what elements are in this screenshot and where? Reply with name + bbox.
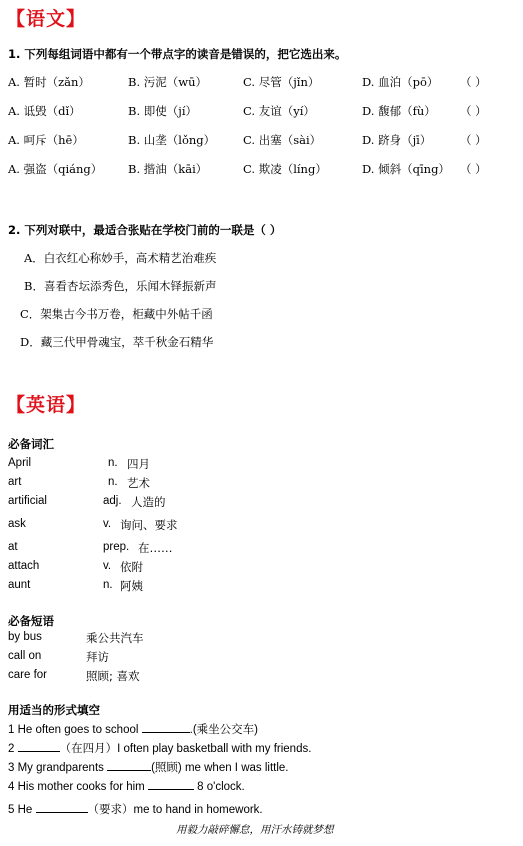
vocab-word: ask — [8, 518, 26, 530]
vocab-pos: v. — [103, 560, 112, 572]
chinese-section-title: 【语文】 — [6, 8, 87, 30]
vocab-pos: v. — [103, 518, 112, 530]
phrase: call on — [8, 650, 42, 662]
fill-item — [8, 777, 245, 793]
q1-option-b: B. 污泥（wū） — [128, 75, 208, 89]
fill-item-text: （在四月）I often play basketball with my friends. — [59, 743, 312, 755]
q2-option-d: D．藏三代甲骨魂宝，萃千秋金石精华 — [20, 335, 214, 349]
q1-option-d: D. 跻身（jī） — [362, 133, 432, 147]
q1-option-d: D. 倾斜（qīng） — [362, 162, 450, 176]
fill-blank[interactable] — [148, 777, 194, 790]
vocab-pos: adj. — [103, 495, 122, 507]
q1-option-b: B. 揩油（kāi） — [128, 162, 208, 176]
q1-option-d: D. 馥郁（fù） — [362, 104, 436, 118]
q1-option-a: A. 暂时（zǎn） — [8, 75, 90, 89]
fill-blank[interactable] — [107, 758, 151, 771]
fill-item — [8, 720, 258, 737]
q1-option-a: A. 呵斥（hē） — [8, 133, 84, 147]
vocab-word: attach — [8, 560, 40, 572]
fill-item-text: 1 He often goes to school — [8, 724, 142, 736]
vocab-word: artificial — [8, 495, 47, 507]
vocab-word: aunt — [8, 579, 31, 591]
phrase-meaning: 乘公共汽车 — [86, 631, 144, 645]
english-section-title: 【英语】 — [6, 394, 87, 416]
vocab-pos: prep. — [103, 541, 130, 553]
fill-blank[interactable] — [36, 800, 88, 813]
q2-option-b: B．喜看杏坛添秀色，乐闻木铎振新声 — [24, 279, 217, 293]
vocab-meaning: 阿姨 — [120, 579, 143, 593]
fill-item-text: 4 His mother cooks for him — [8, 781, 148, 793]
answer-paren: （ ） — [460, 104, 487, 118]
fill-item — [8, 739, 311, 756]
answer-paren: （ ） — [460, 162, 487, 176]
fill-item-text: 3 My grandparents — [8, 762, 108, 774]
vocab-meaning: 询问、要求 — [120, 518, 178, 532]
vocab-heading: 必备词汇 — [8, 437, 54, 451]
answer-paren: （ ） — [460, 133, 487, 147]
fill-item — [8, 758, 289, 775]
q1-option-d: D. 血泊（pō） — [362, 75, 439, 89]
q1-option-a: A. 诋毁（dǐ） — [8, 104, 81, 118]
phrase-meaning: 拜访 — [86, 650, 109, 664]
vocab-word: art — [8, 476, 22, 488]
vocab-meaning: 人造的 — [131, 495, 166, 509]
vocab-meaning: 在…… — [138, 541, 173, 555]
vocab-pos: n. — [103, 579, 113, 591]
fill-item-text: （要求）me to hand in homework. — [87, 804, 263, 816]
q1-prompt: 1. 下列每组词语中都有一个带点字的读音是错误的，把它选出来。 — [8, 47, 347, 61]
vocab-word: April — [8, 457, 32, 469]
fill-item — [8, 800, 263, 817]
phrase: care for — [8, 669, 47, 681]
answer-paren: （ ） — [460, 75, 487, 89]
fill-blank[interactable] — [18, 739, 60, 752]
q1-option-a: A. 强盗（qiáng） — [8, 162, 103, 176]
q1-option-c: C. 友谊（yí） — [243, 104, 315, 118]
fill-item-text: 8 o'clock. — [193, 781, 245, 793]
vocab-pos: n. — [108, 457, 118, 469]
vocab-meaning: 四月 — [127, 457, 150, 471]
phrase: by bus — [8, 631, 42, 643]
q1-option-c: C. 欺凌（líng） — [243, 162, 327, 176]
fill-blank[interactable] — [142, 720, 190, 733]
q1-option-c: C. 尽管（jǐn） — [243, 75, 320, 89]
q2-option-a: A．白衣红心称妙手，高术精艺治难疾 — [24, 251, 217, 265]
phrases-heading: 必备短语 — [8, 614, 54, 628]
vocab-meaning: 艺术 — [127, 476, 150, 490]
q2-prompt: 2. 下列对联中，最适合张贴在学校门前的一联是（ ） — [8, 223, 282, 237]
phrase-meaning: 照顾; 喜欢 — [86, 669, 140, 683]
vocab-word: at — [8, 541, 18, 553]
q2-option-c: C．架集古今书万卷，柜藏中外帖千函 — [20, 307, 213, 321]
fill-item-text: (照顾) me when I was little. — [151, 762, 289, 774]
q1-option-b: B. 山垄（lǒng） — [128, 133, 216, 147]
fill-item-text: 2 — [8, 743, 18, 755]
vocab-pos: n. — [108, 476, 118, 488]
vocab-meaning: 依附 — [120, 560, 143, 574]
q1-option-c: C. 出塞（sài） — [243, 133, 322, 147]
fill-heading: 用适当的形式填空 — [8, 703, 100, 717]
fill-item-text: 5 He — [8, 804, 36, 816]
fill-item-text: .(乘坐公交车) — [189, 724, 258, 736]
q1-option-b: B. 即使（jí） — [128, 104, 198, 118]
footer-motto: 用毅力敲碎懈怠，用汗水铸就梦想 — [176, 824, 334, 836]
